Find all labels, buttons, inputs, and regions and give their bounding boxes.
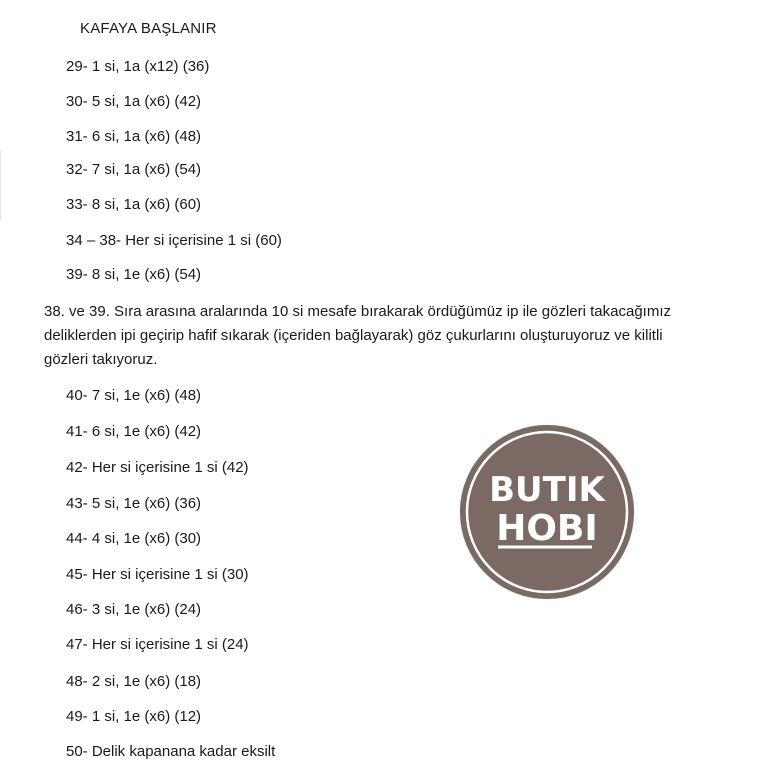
- page-edge-divider: [0, 150, 1, 220]
- logo-text-line2: HOBI: [496, 508, 598, 549]
- instruction-paragraph: 38. ve 39. Sıra arasına aralarında 10 si mesafe bırakarak ördüğümüz ip ile gözleri takacağımız deliklerden ipi geçirip hafif sıkarak (içeriden bağlayarak) göz çukurlarını oluşturuyoruz ve kilitli gözleri takıyoruz.: [44, 303, 671, 368]
- pattern-row: 44- 4 si, 1e (x6) (30): [66, 530, 202, 547]
- logo-text-line1: BUTIK: [489, 470, 605, 510]
- pattern-row: 47- Her si içerisine 1 si (24): [66, 636, 249, 653]
- pattern-row: 32- 7 si, 1a (x6) (54): [66, 161, 202, 178]
- pattern-row: 48- 2 si, 1e (x6) (18): [66, 673, 202, 690]
- pattern-row: 33- 8 si, 1a (x6) (60): [66, 196, 202, 213]
- section-title: KAFAYA BAŞLANIR: [80, 20, 217, 37]
- pattern-row: 43- 5 si, 1e (x6) (36): [66, 495, 202, 512]
- pattern-row: 41- 6 si, 1e (x6) (42): [66, 423, 202, 440]
- pattern-row: 34 – 38- Her si içerisine 1 si (60): [66, 232, 282, 249]
- pattern-row: 30- 5 si, 1a (x6) (42): [66, 93, 202, 110]
- pattern-row: 49- 1 si, 1e (x6) (12): [66, 708, 202, 725]
- pattern-row: 29- 1 si, 1a (x12) (36): [66, 58, 210, 75]
- pattern-row: 40- 7 si, 1e (x6) (48): [66, 387, 202, 404]
- pattern-row: 31- 6 si, 1a (x6) (48): [66, 128, 202, 145]
- pattern-row: 42- Her si içerisine 1 si (42): [66, 459, 249, 476]
- pattern-row: 46- 3 si, 1e (x6) (24): [66, 601, 202, 618]
- logo-graphic: [460, 425, 634, 599]
- pattern-row: 39- 8 si, 1e (x6) (54): [66, 266, 202, 283]
- pattern-row: 45- Her si içerisine 1 si (30): [66, 566, 249, 583]
- butik-hobi-logo: [460, 425, 634, 599]
- pattern-row: 50- Delik kapanana kadar eksilt: [66, 743, 276, 760]
